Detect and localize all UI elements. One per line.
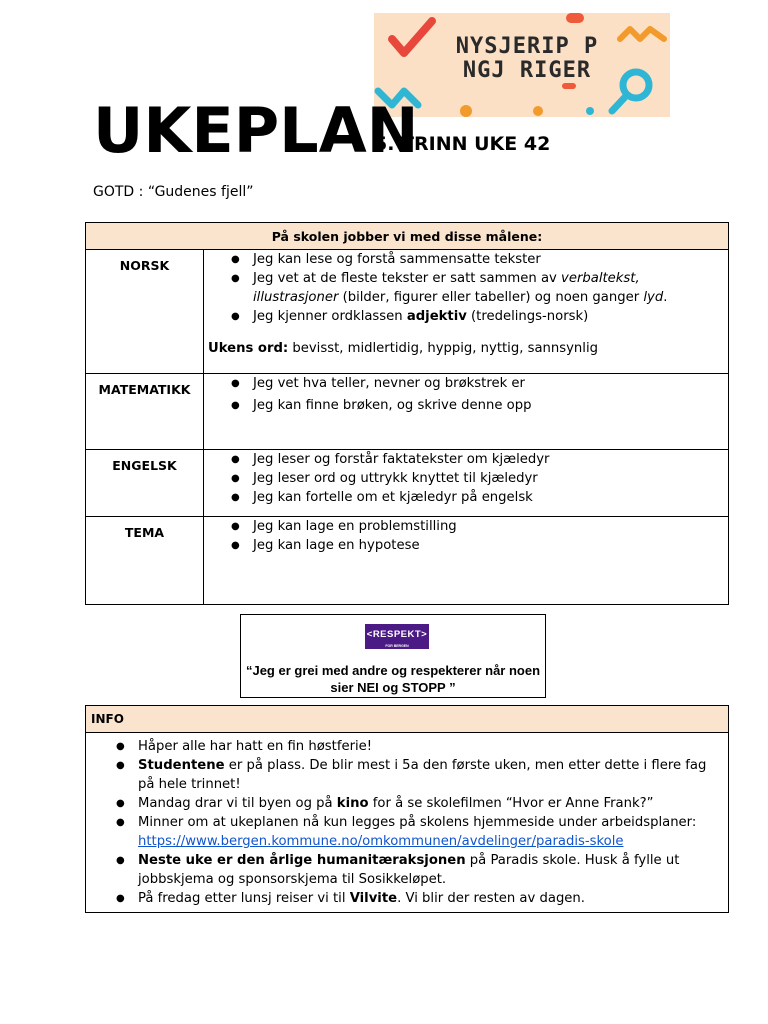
- school-website-link[interactable]: https://www.bergen.kommune.no/omkommunen/avdelinger/paradis-skole: [138, 834, 624, 849]
- info-heading: INFO: [86, 706, 729, 733]
- list-item: ● Mandag drar vi til byen og på kino for å se skolefilmen “Hvor er Anne Frank?”: [138, 794, 724, 813]
- list-item: ● Minner om at ukeplanen nå kun legges på skolens hjemmeside under arbeidsplaner: https://www.bergen.kommune.no/omkommunen/avdelinger/paradis-skole: [138, 813, 724, 851]
- goals-matematikk: [204, 374, 729, 450]
- weekly-words-label: Ukens ord:: [208, 341, 289, 356]
- subject-tema: TEMA: [86, 517, 204, 605]
- page-title: UKEPLAN: [93, 94, 419, 167]
- info-body: [86, 733, 729, 913]
- table-row-engelsk: [86, 450, 729, 517]
- table-row-matematikk: [86, 374, 729, 450]
- logo-text: [452, 35, 602, 83]
- logo-line-2: NGJ RIGER: [462, 58, 592, 83]
- list-item: ● Jeg kan finne brøken, og skrive denne opp: [253, 396, 728, 415]
- list-item: ● På fredag etter lunsj reiser vi til Vilvite. Vi blir der resten av dagen.: [138, 889, 724, 908]
- list-item: ● Håper alle har hatt en fin høstferie!: [138, 737, 724, 756]
- list-item: ● Jeg kjenner ordklassen adjektiv (tredelings-norsk): [253, 307, 728, 326]
- info-table: [85, 705, 729, 913]
- subject-matematikk: MATEMATIKK: [86, 374, 204, 450]
- gotd-line: GOTD : “Gudenes fjell”: [93, 184, 254, 200]
- table-row-norsk: [86, 250, 729, 374]
- page-subtitle: 5. TRINN UKE 42: [374, 133, 551, 155]
- list-item: ● Jeg leser ord og uttrykk knyttet til kjæledyr: [253, 469, 728, 488]
- subject-norsk: NORSK: [86, 250, 204, 374]
- goals-heading: På skolen jobber vi med disse målene:: [86, 223, 729, 250]
- goals-engelsk: [204, 450, 729, 517]
- table-row-tema: [86, 517, 729, 605]
- list-item: ● Jeg kan lage en problemstilling: [253, 517, 728, 536]
- respekt-logo-small: FOR BERGEN: [385, 644, 409, 648]
- list-item: ● Jeg kan lese og forstå sammensatte tekster: [253, 250, 728, 269]
- list-item: ● Jeg vet at de fleste tekster er satt sammen av verbaltekst, illustrasjoner (bilder, figurer eller tabeller) og noen ganger lyd.: [253, 269, 728, 307]
- list-item: ● Jeg vet hva teller, nevner og brøkstrek er: [253, 374, 728, 393]
- list-item: ● Jeg leser og forstår faktatekster om kjæledyr: [253, 450, 728, 469]
- respekt-box: [240, 614, 546, 698]
- goals-norsk: [204, 250, 729, 374]
- list-item: ● Studentene er på plass. De blir mest i 5a den første uken, men etter dette i flere fag på hele trinnet!: [138, 756, 724, 794]
- weekly-words: Ukens ord: bevisst, midlertidig, hyppig, nyttig, sannsynlig: [208, 341, 598, 356]
- list-item: ● Neste uke er den årlige humanitæraksjonen på Paradis skole. Husk å fylle ut jobbskjema og sponsorskjema til Sosikkeløpet.: [138, 851, 724, 889]
- subject-engelsk: ENGELSK: [86, 450, 204, 517]
- logo-line-1: NYSJERIP P: [455, 34, 599, 59]
- respekt-quote: “Jeg er grei med andre og respekterer når noen sier NEI og STOPP ”: [245, 663, 541, 695]
- list-item: ● Jeg kan fortelle om et kjæledyr på engelsk: [253, 488, 728, 507]
- list-item: ● Jeg kan lage en hypotese: [253, 536, 728, 555]
- goals-tema: [204, 517, 729, 605]
- respekt-logo: <RESPEKT> FOR BERGEN: [365, 624, 429, 649]
- goals-table: [85, 222, 729, 605]
